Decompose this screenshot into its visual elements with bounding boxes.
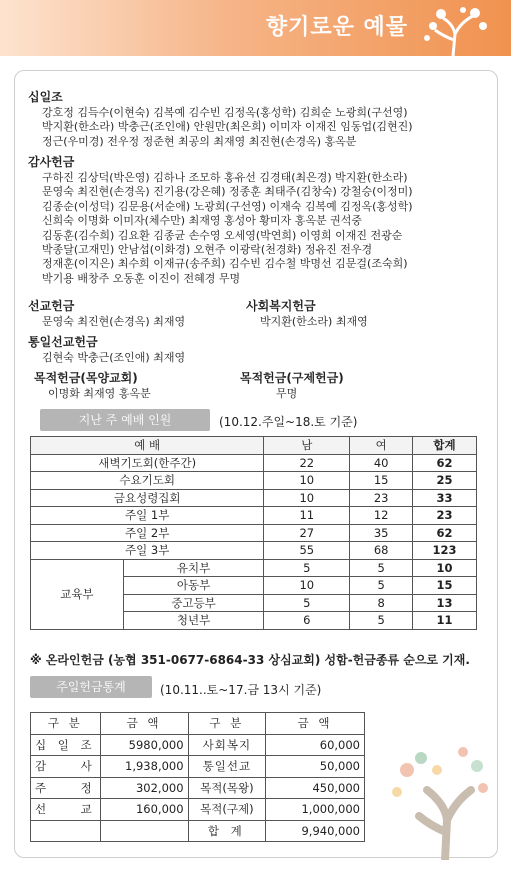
name-line: 신희숙 이명화 이미자(체수만) 최재영 홍성아 황미자 홍옥분 권석중 xyxy=(42,214,362,228)
female-count: 35 xyxy=(350,524,413,542)
tithe-title: 십일조 xyxy=(28,90,63,104)
male-count: 10 xyxy=(264,472,350,490)
name-line: 박지환(한소라) 박충근(조인애) 안원만(최은희) 이미자 이재진 임동업(김현진) xyxy=(42,120,413,134)
column-header: 구 분 xyxy=(188,713,266,735)
amount: 302,000 xyxy=(100,777,188,799)
total-count: 62 xyxy=(413,524,477,542)
name-line: 김동훈(김수희) 김요환 김종균 손수영 오세영(박연희) 이영희 이재진 전광순 xyxy=(42,228,403,242)
total-count: 11 xyxy=(413,612,477,630)
table-row xyxy=(31,472,477,490)
unification-names: 김현숙 박충근(조인애) 최재영 xyxy=(42,351,186,364)
service-name: 주일 3부 xyxy=(31,542,264,560)
name-line: 문영숙 최진현(손경옥) 진기용(강은혜) 정종훈 최태주(김창숙) 강철승(이정미) xyxy=(42,185,413,199)
name-line: 정재훈(이지은) 최수희 이재규(송주희) 김수빈 김수철 박명선 김문걸(조숙희) xyxy=(42,257,408,271)
female-count: 15 xyxy=(350,472,413,490)
purpose-relief-title: 목적헌금(구제헌금) xyxy=(240,371,344,385)
attendance-table xyxy=(30,436,477,630)
service-name: 유치부 xyxy=(123,559,264,577)
purpose-mokyang-title: 목적헌금(목양교회) xyxy=(34,371,138,385)
purpose-relief-names: 무명 xyxy=(276,387,298,400)
male-count: 6 xyxy=(264,612,350,630)
category: 사회복지 xyxy=(188,734,266,756)
table-header-row xyxy=(31,437,477,455)
total-count: 23 xyxy=(413,507,477,525)
finance-table xyxy=(30,712,365,842)
total-count: 10 xyxy=(413,559,477,577)
amount: 50,000 xyxy=(266,756,365,778)
gratitude-names xyxy=(28,171,413,286)
total-count: 33 xyxy=(413,489,477,507)
service-name: 청년부 xyxy=(123,612,264,630)
male-count: 5 xyxy=(264,559,350,577)
amount: 60,000 xyxy=(266,734,365,756)
male-count: 27 xyxy=(264,524,350,542)
column-header: 예 배 xyxy=(31,437,264,455)
welfare-section xyxy=(246,297,368,329)
gratitude-section xyxy=(28,153,413,286)
online-offering-note: ※ 온라인헌금 (농협 351-0677-6864-33 상심교회) 성함-헌금종류 순으로 기재. xyxy=(30,653,470,667)
unification-title: 통일선교헌금 xyxy=(28,335,98,349)
unification-section xyxy=(28,333,185,365)
gratitude-title: 감사헌금 xyxy=(28,155,75,169)
table-row xyxy=(31,559,477,577)
male-count: 5 xyxy=(264,594,350,612)
female-count: 5 xyxy=(350,612,413,630)
male-count: 22 xyxy=(264,454,350,472)
column-header: 합계 xyxy=(413,437,477,455)
category: 선 교 xyxy=(31,799,101,821)
purpose-mokyang-section xyxy=(34,369,151,401)
total-count: 25 xyxy=(413,472,477,490)
female-count: 5 xyxy=(350,577,413,595)
page-title: 향기로운 예물 xyxy=(265,15,408,40)
table-row xyxy=(31,820,365,842)
table-row xyxy=(31,777,365,799)
total-count: 13 xyxy=(413,594,477,612)
total-amount: 9,940,000 xyxy=(266,820,365,842)
name-line: 정근(우미경) 전우정 정준현 최공의 최재영 최진현(손경옥) 홍옥분 xyxy=(42,134,357,148)
purpose-mokyang-names: 이명화 최재영 홍옥분 xyxy=(48,387,151,400)
service-name: 새벽기도회(한주간) xyxy=(31,454,264,472)
name-line: 구하진 김상덕(박은영) 김하나 조모하 홍유선 김경태(최은경) 박지환(한소라) xyxy=(42,171,408,184)
male-count: 10 xyxy=(264,577,350,595)
header-banner xyxy=(0,0,511,56)
female-count: 12 xyxy=(350,507,413,525)
category: 주 정 xyxy=(31,777,101,799)
welfare-names: 박지환(한소라) 최재영 xyxy=(260,315,368,328)
finance-label: 주일헌금통계 xyxy=(30,676,152,698)
service-name: 중고등부 xyxy=(123,594,264,612)
table-row xyxy=(31,489,477,507)
male-count: 11 xyxy=(264,507,350,525)
category: 십 일 조 xyxy=(31,734,101,756)
amount: 1,938,000 xyxy=(100,756,188,778)
table-row xyxy=(31,524,477,542)
edu-dept-label: 교육부 xyxy=(31,559,124,629)
table-row xyxy=(31,799,365,821)
amount: 160,000 xyxy=(100,799,188,821)
male-count: 10 xyxy=(264,489,350,507)
purpose-relief-section xyxy=(240,369,344,401)
attendance-period: (10.12.주일~18.토 기준) xyxy=(219,415,358,429)
empty-cell xyxy=(31,820,101,842)
tithe-section xyxy=(28,88,413,149)
category: 감 사 xyxy=(31,756,101,778)
name-line: 박종달(고재민) 안남섭(이화경) 오현주 이광락(천경화) 정유진 전우경 xyxy=(42,243,373,257)
tithe-names xyxy=(28,106,413,149)
table-row xyxy=(31,507,477,525)
mission-section xyxy=(28,297,185,329)
empty-cell xyxy=(100,820,188,842)
female-count: 68 xyxy=(350,542,413,560)
female-count: 5 xyxy=(350,559,413,577)
category: 목적(목왕) xyxy=(188,777,266,799)
column-header: 구 분 xyxy=(31,713,101,735)
amount: 450,000 xyxy=(266,777,365,799)
table-row xyxy=(31,542,477,560)
total-count: 15 xyxy=(413,577,477,595)
tree-decoration-icon xyxy=(413,4,493,56)
table-row xyxy=(31,454,477,472)
welfare-title: 사회복지헌금 xyxy=(246,299,316,313)
table-header-row xyxy=(31,713,365,735)
service-name: 아동부 xyxy=(123,577,264,595)
mission-names: 문영숙 최진현(손경옥) 최재영 xyxy=(42,315,186,328)
total-count: 123 xyxy=(413,542,477,560)
column-header: 남 xyxy=(264,437,350,455)
name-line: 박기용 배창주 오동훈 이진이 전혜경 무명 xyxy=(42,271,241,285)
name-line: 강호정 김득수(이현숙) 김복예 김수빈 김정옥(홍성학) 김희순 노광희(구선영) xyxy=(42,106,408,119)
total-label: 합 계 xyxy=(188,820,266,842)
male-count: 55 xyxy=(264,542,350,560)
table-row xyxy=(31,756,365,778)
mission-title: 선교헌금 xyxy=(28,299,75,313)
column-header: 금 액 xyxy=(266,713,365,735)
service-name: 수요기도회 xyxy=(31,472,264,490)
service-name: 주일 2부 xyxy=(31,524,264,542)
finance-period: (10.11..토~17.금 13시 기준) xyxy=(160,683,322,697)
name-line: 김종순(이성덕) 김문용(서순애) 노광희(구선영) 이재숙 김복예 김정옥(홍성학) xyxy=(42,199,413,213)
female-count: 8 xyxy=(350,594,413,612)
column-header: 여 xyxy=(350,437,413,455)
attendance-label: 지난 주 예배 인원 xyxy=(40,409,210,431)
tree-decoration-icon xyxy=(367,740,497,860)
service-name: 주일 1부 xyxy=(31,507,264,525)
total-count: 62 xyxy=(413,454,477,472)
column-header: 금 액 xyxy=(100,713,188,735)
table-row xyxy=(31,734,365,756)
amount: 5980,000 xyxy=(100,734,188,756)
category: 목적(구제) xyxy=(188,799,266,821)
female-count: 40 xyxy=(350,454,413,472)
amount: 1,000,000 xyxy=(266,799,365,821)
category: 통일선교 xyxy=(188,756,266,778)
service-name: 금요성령집회 xyxy=(31,489,264,507)
female-count: 23 xyxy=(350,489,413,507)
